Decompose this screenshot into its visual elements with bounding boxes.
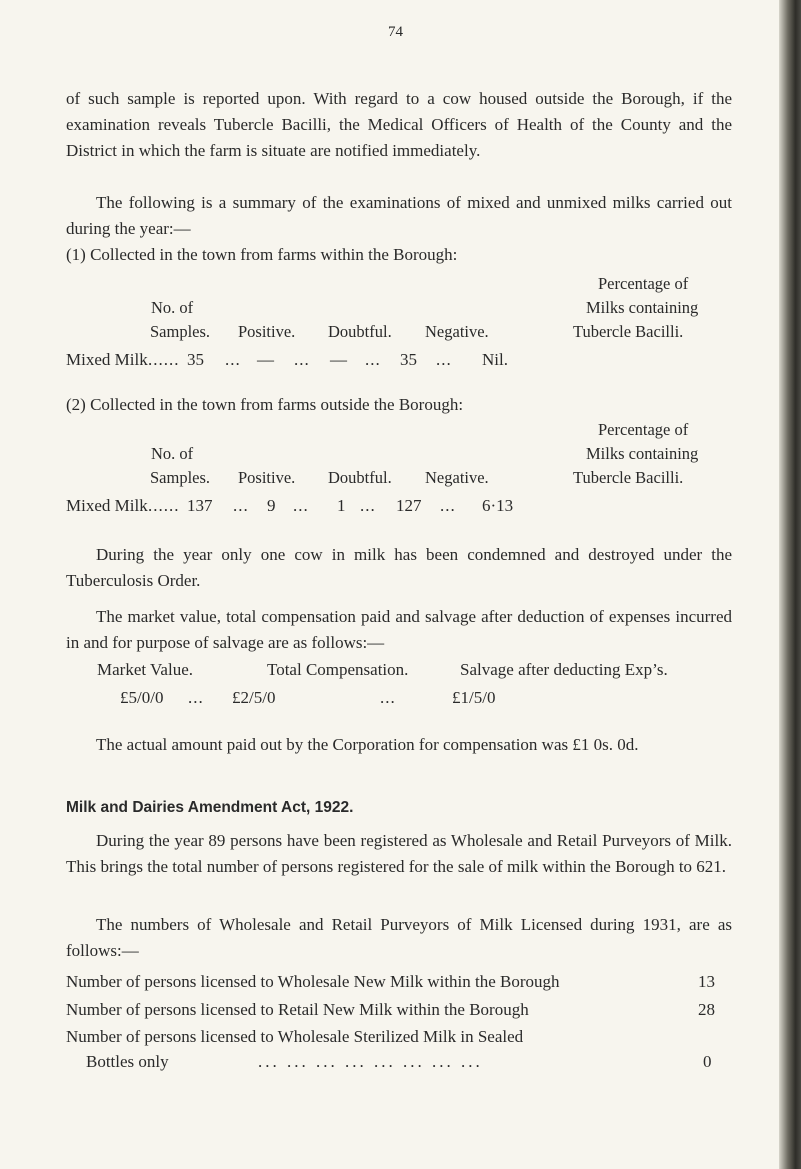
header-negative: Negative.: [425, 468, 489, 487]
cell-percentage: 6·13: [482, 496, 514, 515]
header-percentage-line2: Milks containing: [586, 298, 699, 317]
cell-samples: 35: [187, 350, 204, 369]
header-market-value: Market Value.: [97, 660, 193, 679]
licence-value: 0: [703, 1052, 712, 1071]
licence-value: 13: [698, 972, 715, 991]
value-total: £2/5/0: [232, 688, 276, 707]
section-heading: Milk and Dairies Amendment Act, 1922.: [66, 799, 354, 816]
header-percentage-line2: Milks containing: [586, 444, 699, 463]
cell-samples: 137: [187, 496, 213, 515]
paragraph-intro: of such sample is reported upon. With regard to a cow housed outside the Borough, if the examination reveals Tubercle Bacilli, the Medical Officers of Health of the County and the District in which the farm is situate are notified immediately.: [66, 89, 732, 160]
licence-label: Number of persons licensed to Wholesale Sterilized Milk in Sealed: [66, 1027, 524, 1046]
header-doubtful: Doubtful.: [328, 322, 392, 341]
header-percentage-line3: Tubercle Bacilli.: [573, 322, 684, 341]
page-number: 74: [388, 24, 403, 40]
header-percentage-line3: Tubercle Bacilli.: [573, 468, 684, 487]
cell-positive: 9: [267, 496, 276, 515]
section-2-title: (2) Collected in the town from farms outside the Borough:: [66, 395, 464, 414]
cell-positive: —: [257, 350, 274, 369]
paragraph-condemned: During the year only one cow in milk has been condemned and destroyed under the Tuberculosis Order.: [66, 545, 732, 590]
header-positive: Positive.: [238, 468, 296, 487]
page-edge: [779, 0, 801, 1169]
header-doubtful: Doubtful.: [328, 468, 392, 487]
licence-value: 28: [698, 1000, 715, 1019]
header-positive: Positive.: [238, 322, 296, 341]
header-percentage-line1: Percentage of: [598, 274, 689, 293]
row-label: Mixed Milk: [66, 350, 148, 369]
paragraph-market: The market value, total compensation paid and salvage after deduction of expenses incurred in and for purpose of salvage are as follows:—: [66, 607, 732, 652]
row-label: Mixed Milk: [66, 496, 148, 515]
cell-doubtful: —: [330, 350, 347, 369]
value-market: £5/0/0: [120, 688, 164, 707]
header-salvage: Salvage after deducting Exp’s.: [460, 660, 668, 679]
paragraph-numbers: The numbers of Wholesale and Retail Purveyors of Milk Licensed during 1931, are as follows:—: [66, 915, 732, 960]
licence-label-continued: Bottles only: [86, 1052, 169, 1071]
paragraph-actual-amount: The actual amount paid out by the Corporation for compensation was £1 0s. 0d.: [96, 735, 639, 754]
licence-label: Number of persons licensed to Wholesale New Milk within the Borough: [66, 972, 560, 991]
section-1-title: (1) Collected in the town from farms within the Borough:: [66, 245, 458, 264]
cell-negative: 127: [396, 496, 422, 515]
header-samples-line1: No. of: [151, 298, 194, 317]
cell-negative: 35: [400, 350, 417, 369]
paragraph-summary: The following is a summary of the examinations of mixed and unmixed milks carried out during the year:—: [66, 193, 732, 238]
header-percentage-line1: Percentage of: [598, 420, 689, 439]
licence-label: Number of persons licensed to Retail New Milk within the Borough: [66, 1000, 529, 1019]
cell-percentage: Nil.: [482, 350, 508, 369]
cell-doubtful: 1: [337, 496, 346, 515]
paragraph-registered: During the year 89 persons have been registered as Wholesale and Retail Purveyors of Milk. This brings the total number of persons registered for the sale of milk within the Borough to 621.: [66, 831, 732, 876]
header-samples-line1: No. of: [151, 444, 194, 463]
header-samples-line2: Samples.: [150, 322, 211, 341]
value-salvage: £1/5/0: [452, 688, 496, 707]
header-negative: Negative.: [425, 322, 489, 341]
header-total-compensation: Total Compensation.: [267, 660, 409, 679]
header-samples-line2: Samples.: [150, 468, 211, 487]
